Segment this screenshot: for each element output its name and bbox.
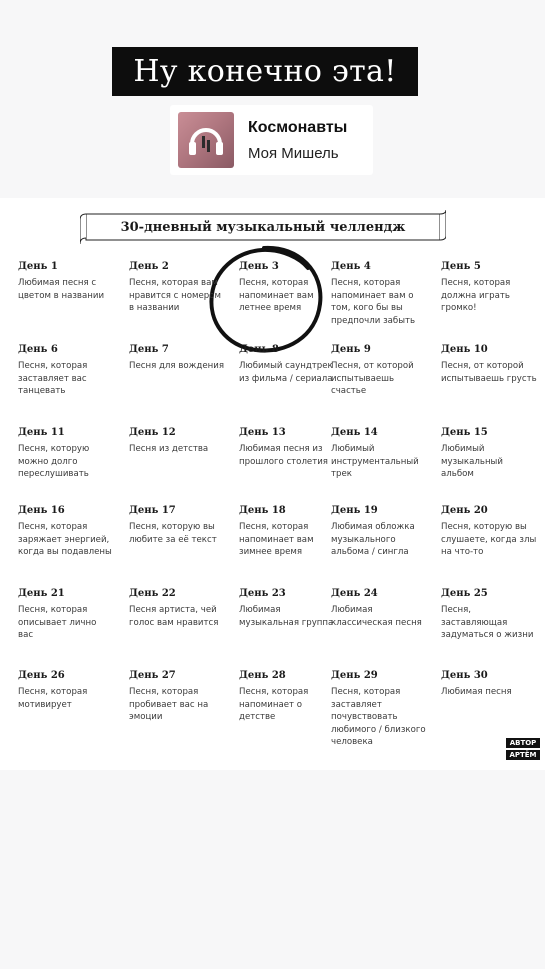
day-label: День 4 — [331, 261, 371, 272]
day-3 — [239, 261, 335, 315]
day-description: Песня, которая заряжает энергией, когда вы подавлены — [18, 522, 112, 557]
day-12 — [129, 427, 225, 456]
day-label: День 18 — [239, 505, 286, 516]
day-description: Любимый музыкальный альбом — [441, 444, 503, 479]
day-18 — [239, 505, 335, 559]
day-27 — [129, 670, 225, 724]
day-21 — [18, 588, 114, 642]
day-label: День 26 — [18, 670, 65, 681]
day-description: Песня для вождения — [129, 361, 224, 371]
day-14 — [331, 427, 427, 481]
day-description: Любимая музыкальная группа — [239, 605, 334, 628]
challenge-poster — [0, 198, 545, 770]
day-19 — [331, 505, 427, 559]
day-20 — [441, 505, 537, 559]
day-1 — [18, 261, 114, 302]
day-16 — [18, 505, 114, 559]
day-description: Песня, от которой испытываешь грусть — [441, 361, 537, 384]
day-label: День 8 — [239, 344, 279, 355]
day-label: День 15 — [441, 427, 488, 438]
day-label: День 21 — [18, 588, 65, 599]
day-label: День 2 — [129, 261, 169, 272]
day-description: Любимый инструментальный трек — [331, 444, 419, 479]
day-description: Любимая песня из прошлого столетия — [239, 444, 328, 467]
day-description: Песня из детства — [129, 444, 209, 454]
day-6 — [18, 344, 114, 398]
challenge-banner — [80, 210, 446, 244]
day-description: Песня, которая заставляет почувствовать любимого / близкого человека — [331, 687, 426, 747]
day-8 — [239, 344, 335, 385]
author-badge — [506, 738, 540, 762]
day-label: День 17 — [129, 505, 176, 516]
day-description: Песня, которую вы слушаете, когда злы на что-то — [441, 522, 537, 557]
day-description: Песня, которая напоминает вам летнее время — [239, 278, 314, 313]
day-29 — [331, 670, 427, 749]
day-17 — [129, 505, 225, 546]
day-description: Песня, которая напоминает вам о том, кого бы вы предпочли забыть — [331, 278, 416, 326]
author-name: АРТЁМ — [506, 750, 540, 760]
day-label: День 29 — [331, 670, 378, 681]
day-22 — [129, 588, 225, 629]
challenge-title: 30-дневный музыкальный челлендж — [120, 219, 406, 235]
story-caption: Ну конечно эта! — [112, 47, 418, 96]
day-description: Любимая классическая песня — [331, 605, 422, 628]
day-description: Песня, которая заставляет вас танцевать — [18, 361, 88, 396]
day-23 — [239, 588, 335, 629]
headphones-icon — [178, 112, 234, 168]
author-label: АВТОР — [506, 738, 540, 748]
day-25 — [441, 588, 537, 642]
day-description: Любимая песня — [441, 687, 512, 697]
day-label: День 30 — [441, 670, 488, 681]
day-15 — [441, 427, 537, 481]
day-description: Любимый саундтрек из фильма / сериала — [239, 361, 333, 384]
day-label: День 28 — [239, 670, 286, 681]
day-11 — [18, 427, 114, 481]
day-label: День 11 — [18, 427, 65, 438]
day-label: День 19 — [331, 505, 378, 516]
day-description: Песня, которая пробивает вас на эмоции — [129, 687, 209, 722]
day-label: День 27 — [129, 670, 176, 681]
album-cover — [178, 112, 234, 168]
day-label: День 5 — [441, 261, 481, 272]
day-label: День 14 — [331, 427, 378, 438]
day-label: День 25 — [441, 588, 488, 599]
day-9 — [331, 344, 427, 398]
day-label: День 12 — [129, 427, 176, 438]
music-sticker[interactable] — [170, 105, 373, 175]
day-description: Песня, которую вы любите за её текст — [129, 522, 217, 545]
day-label: День 6 — [18, 344, 58, 355]
day-description: Песня, которая напоминает о детстве — [239, 687, 309, 722]
day-description: Песня артиста, чей голос вам нравится — [129, 605, 219, 628]
day-28 — [239, 670, 335, 724]
day-30 — [441, 670, 537, 699]
day-13 — [239, 427, 335, 468]
day-label: День 10 — [441, 344, 488, 355]
day-24 — [331, 588, 427, 629]
day-label: День 23 — [239, 588, 286, 599]
day-description: Песня, которая должна играть громко! — [441, 278, 511, 313]
day-label: День 9 — [331, 344, 371, 355]
day-5 — [441, 261, 537, 315]
day-label: День 1 — [18, 261, 58, 272]
day-label: День 7 — [129, 344, 169, 355]
day-description: Песня, которая вам нравится с номером в названии — [129, 278, 221, 313]
day-label: День 3 — [239, 261, 279, 272]
day-label: День 13 — [239, 427, 286, 438]
day-label: День 24 — [331, 588, 378, 599]
day-7 — [129, 344, 225, 373]
track-artist: Космонавты — [248, 119, 348, 136]
day-label: День 16 — [18, 505, 65, 516]
day-description: Песня, которую можно долго переслушивать — [18, 444, 90, 479]
day-26 — [18, 670, 114, 711]
day-10 — [441, 344, 537, 385]
day-description: Песня, заставляющая задуматься о жизни — [441, 605, 534, 640]
day-description: Песня, которая мотивирует — [18, 687, 88, 710]
track-title: Моя Мишель — [248, 145, 339, 162]
day-description: Песня, которая напоминает вам зимнее время — [239, 522, 314, 557]
day-4 — [331, 261, 427, 327]
day-description: Любимая песня с цветом в названии — [18, 278, 105, 301]
day-description: Песня, которая описывает лично вас — [18, 605, 97, 640]
day-label: День 20 — [441, 505, 488, 516]
day-2 — [129, 261, 225, 315]
day-description: Песня, от которой испытываешь счастье — [331, 361, 414, 396]
day-description: Любимая обложка музыкального альбома / сингла — [331, 522, 415, 557]
day-label: День 22 — [129, 588, 176, 599]
